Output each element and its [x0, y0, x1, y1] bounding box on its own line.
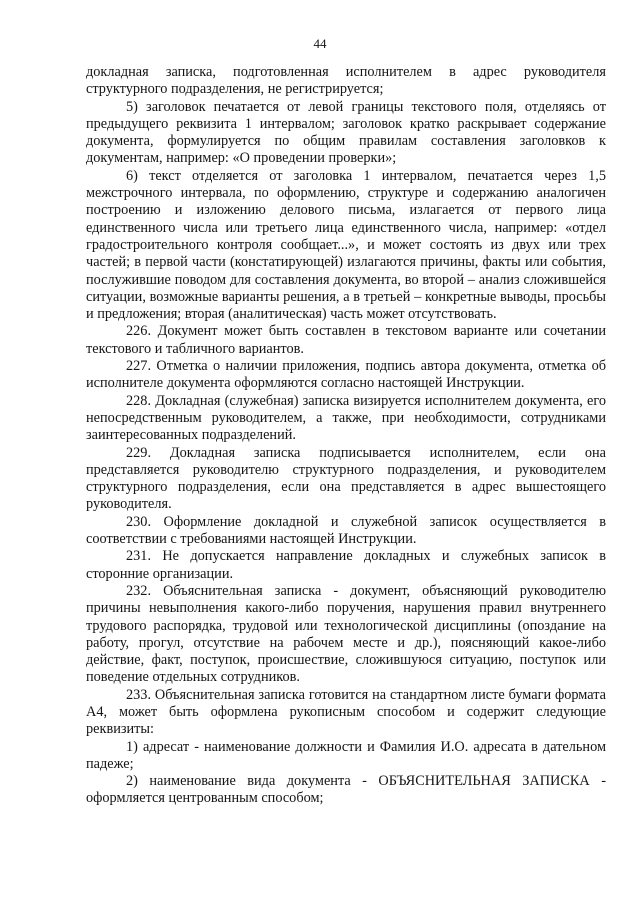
paragraph: 231. Не допускается направление докладных и служебных записок в сторонние организации.	[86, 548, 606, 582]
page-number: 44	[313, 36, 327, 51]
paragraph: 2) наименование вида документа - ОБЪЯСНИТЕЛЬНАЯ ЗАПИСКА - оформляется центрованным способом;	[86, 773, 606, 807]
paragraph: 1) адресат - наименование должности и Фамилия И.О. адресата в дательном падеже;	[86, 738, 606, 772]
paragraph: 5) заголовок печатается от левой границы текстового поля, отделяясь от предыдущего реквизита 1 интервалом; заголовок кратко раскрывает содержание документа, формулируется по общим правилам составления заголовков к документам, например: «О проведении проверки»;	[86, 98, 606, 167]
paragraph: докладная записка, подготовленная исполнителем в адрес руководителя структурного подразделения, не регистрируется;	[86, 64, 606, 98]
document-body	[86, 64, 606, 808]
paragraph: 227. Отметка о наличии приложения, подпись автора документа, отметка об исполнителе документа оформляются согласно настоящей Инструкции.	[86, 358, 606, 392]
paragraph: 228. Докладная (служебная) записка визируется исполнителем документа, его непосредственным руководителем, а также, при необходимости, сотрудниками заинтересованных подразделений.	[86, 392, 606, 444]
paragraph: 233. Объяснительная записка готовится на стандартном листе бумаги формата А4, может быть оформлена рукописным способом и содержит следующие реквизиты:	[86, 686, 606, 738]
paragraph: 229. Докладная записка подписывается исполнителем, если она представляется руководителю структурного подразделения, и руководителем структурного подразделения, если она представляется в адрес вышестоящего руководителя.	[86, 444, 606, 513]
paragraph: 230. Оформление докладной и служебной записок осуществляется в соответствии с требованиями настоящей Инструкции.	[86, 513, 606, 548]
paragraph: 6) текст отделяется от заголовка 1 интервалом, печатается через 1,5 межстрочного интервала, по оформлению, структуре и содержанию аналогичен построению и изложению делового письма, излагается от первого лица единственного числа или третьего лица единственного числа, например: «отдел градостроительного контроля сообщает...», и может состоять из двух или трех частей; в первой части (констатирующей) излагаются причины, факты или события, послужившие поводом для составления документа, во второй – анализ сложившейся ситуации, возможные варианты решения, а в третьей – конкретные выводы, просьбы и предложения; вторая (аналитическая) часть может отсутствовать.	[86, 167, 606, 323]
paragraph: 232. Объяснительная записка - документ, объясняющий руководителю причины невыполнения какого-либо поручения, нарушения правил внутреннего трудового распорядка, трудовой или технологической дисциплины (опоздание на работу, прогул, отсутствие на рабочем месте и др.), поясняющий какое-либо действие, факт, поступок, происшествие, сложившуюся ситуацию, поступок или поведение отдельных сотрудников.	[86, 582, 606, 686]
paragraph: 226. Документ может быть составлен в текстовом варианте или сочетании текстового и табличного вариантов.	[86, 323, 606, 357]
